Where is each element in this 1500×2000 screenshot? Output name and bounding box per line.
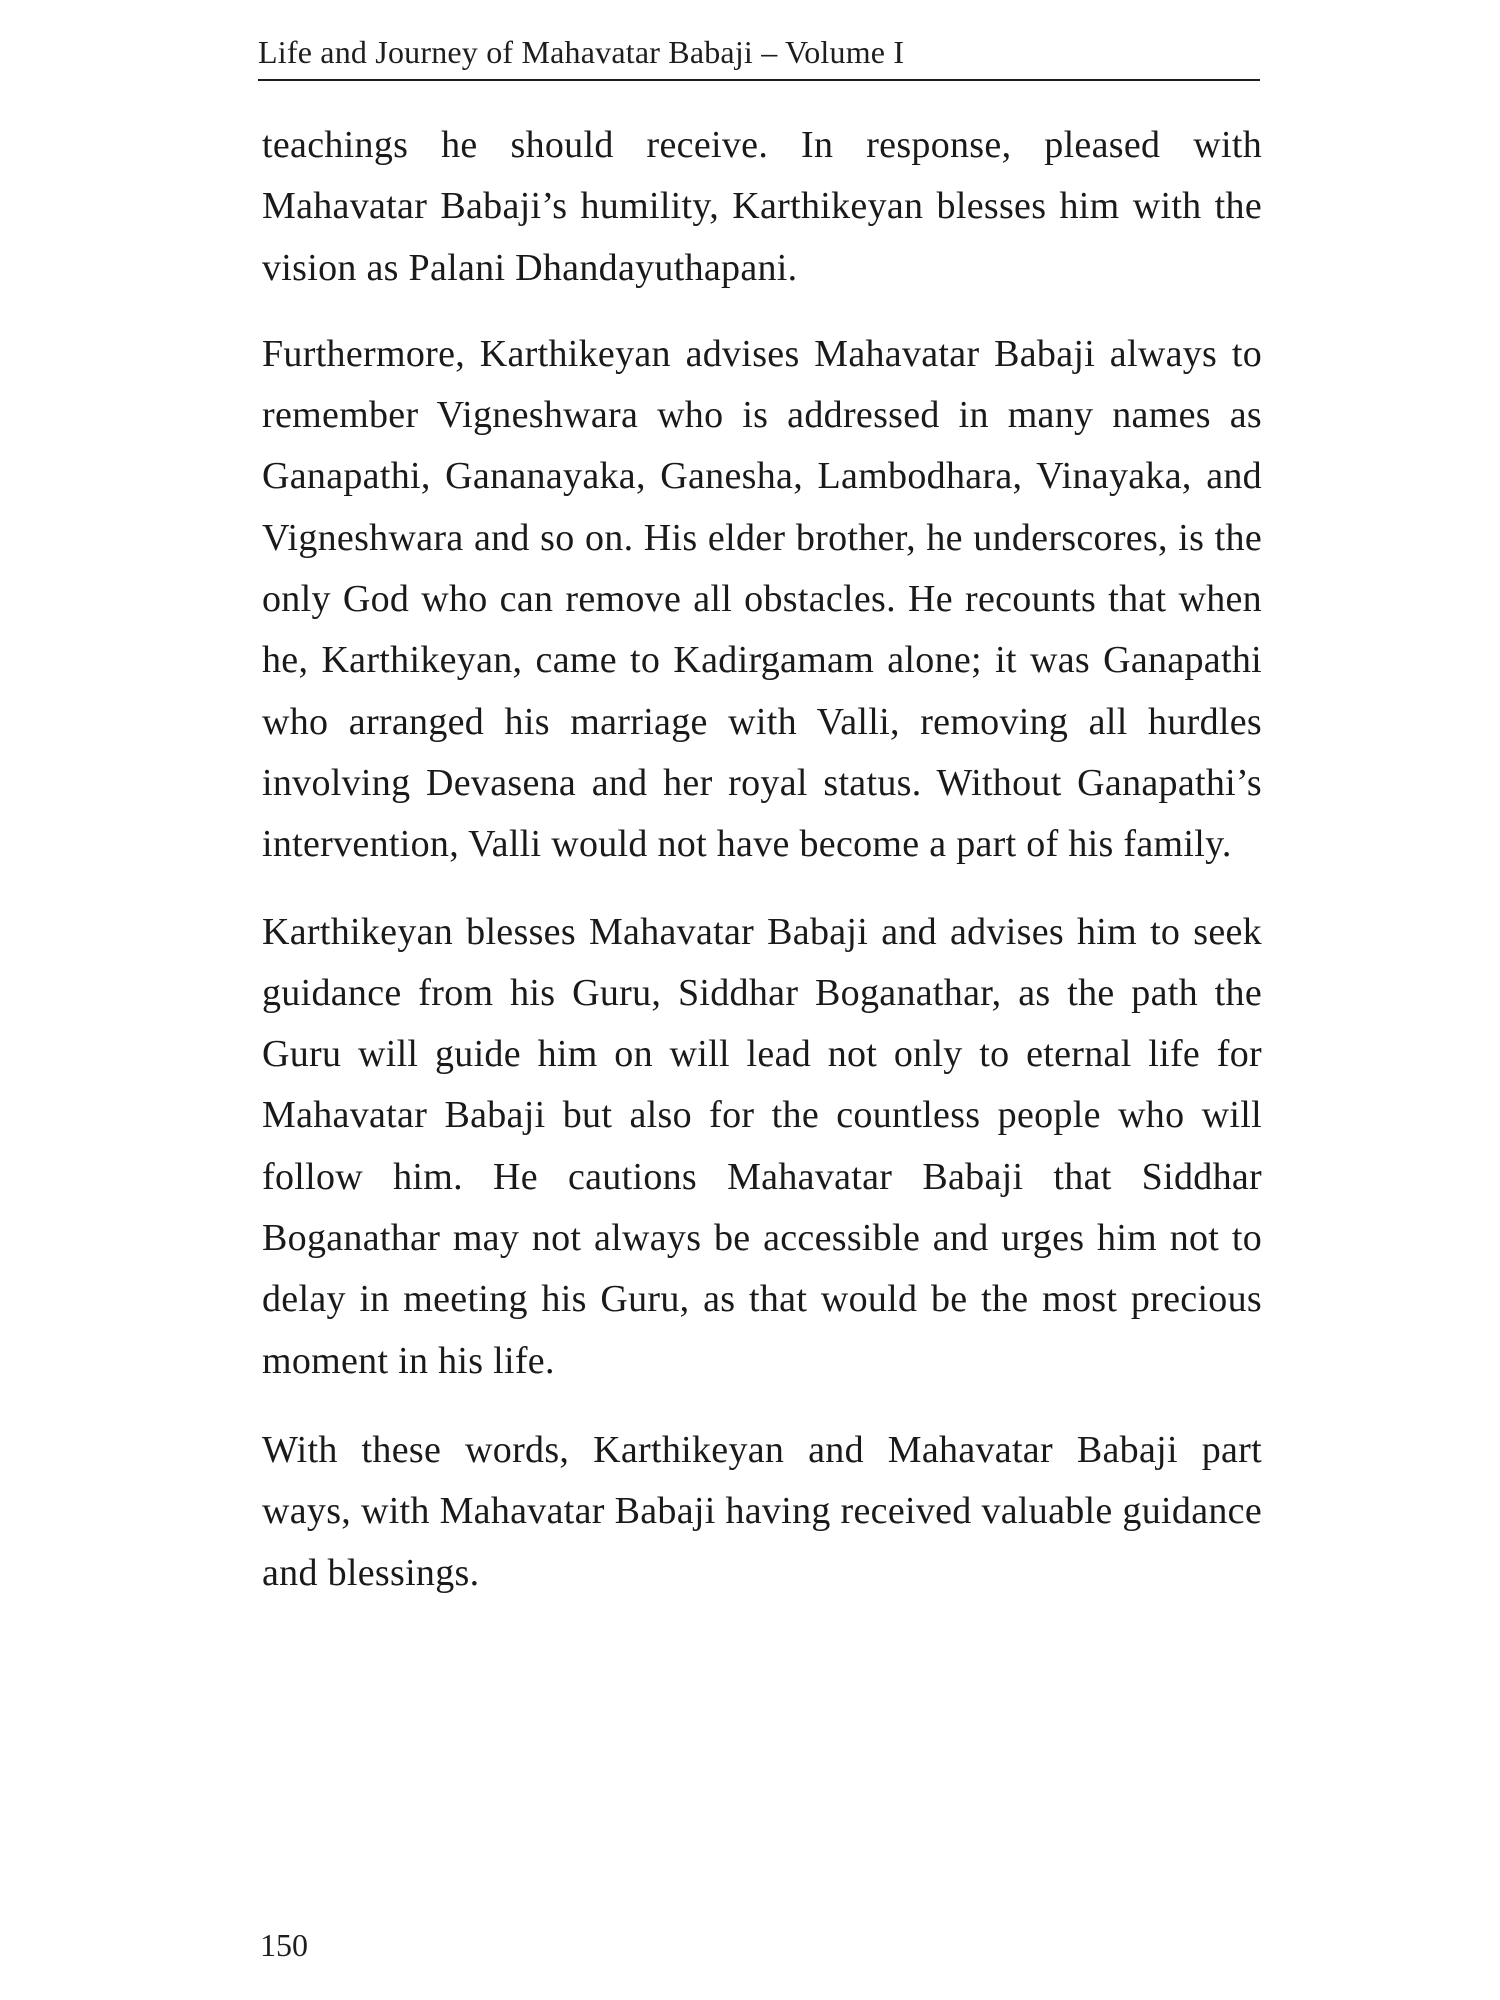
- paragraph: Furthermore, Karthikeyan advises Mahavatar Babaji always to remember Vigneshwara who is addressed in many names as Ganapathi, Gananayaka, Ganesha, Lambodhara, Vinayaka, and Vigneshwara and so on. His elder brother, he underscores, is the only God who can remove all obstacles. He recounts that when he, Karthikeyan, came to Kadirgamam alone; it was Ganapathi who arranged his marriage with Valli, removing all hurdles involving Devasena and her royal status. Without Ganapathi’s intervention, Valli would not have become a part of his family.: [262, 332, 1262, 866]
- paragraph: Karthikeyan blesses Mahavatar Babaji and advises him to seek guidance from his Guru, Siddhar Boganathar, as the path the Guru will guide him on will lead not only to eternal life for Mahavatar Babaji but also for the countless people who will follow him. He cautions Mahavatar Babaji that Siddhar Boganathar may not always be accessible and urges him not to delay in meeting his Guru, as that would be the most precious moment in his life.: [262, 910, 1262, 1382]
- paragraph: With these words, Karthikeyan and Mahavatar Babaji part ways, with Mahavatar Babaji having received valuable guidance and blessings.: [262, 1428, 1262, 1594]
- running-header-title: Life and Journey of Mahavatar Babaji – Volume I: [258, 34, 905, 70]
- header-divider: [258, 79, 1260, 81]
- body-text: [262, 115, 1262, 1632]
- paragraph: teachings he should receive. In response, pleased with Mahavatar Babaji’s humility, Karthikeyan blesses him with the vision as Palani Dhandayuthapani.: [262, 124, 1262, 289]
- page-number: 150: [260, 1927, 308, 1963]
